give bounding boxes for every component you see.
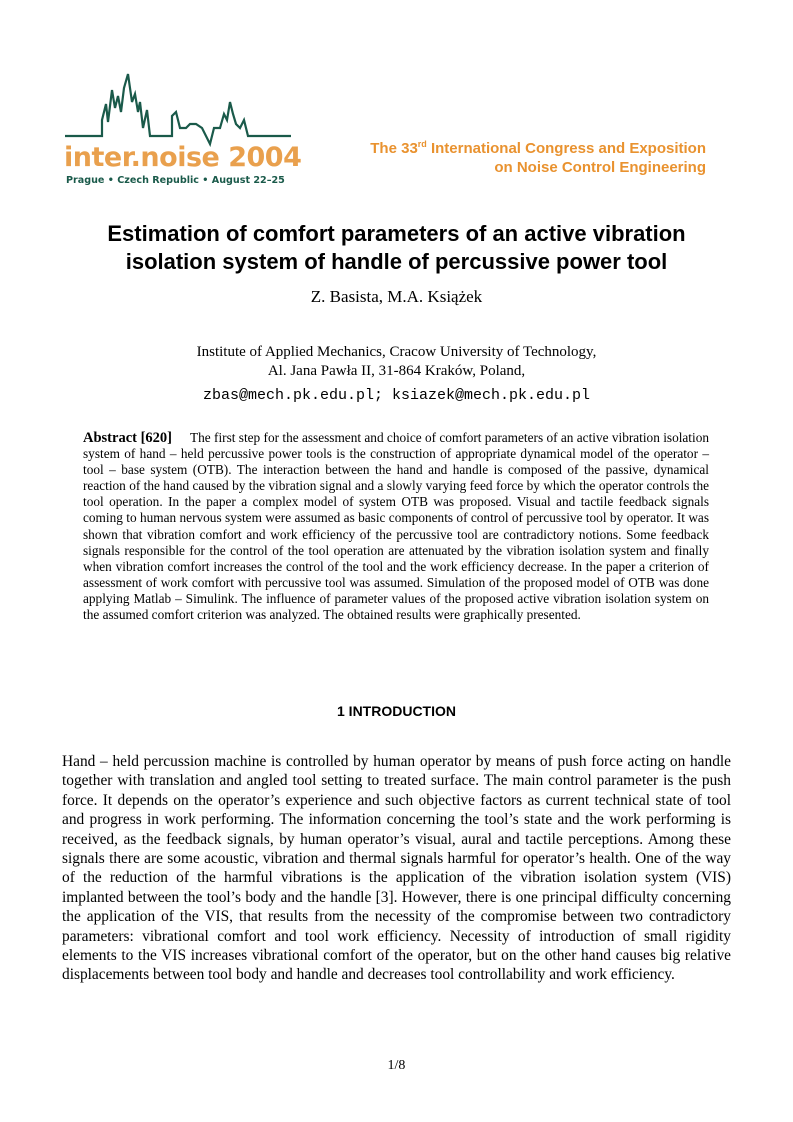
title-line-2: isolation system of handle of percussive power tool <box>125 249 668 274</box>
abstract-label: Abstract [620] <box>83 430 173 446</box>
introduction-paragraph: Hand – held percussion machine is controlled by human operator by means of push force acting on handle together with translation and angled tool setting to treated surface. The main control parameter is the push force. It depends on the operator’s experience and such objective factors as current technical state of tool and progress in work performing. The information concerning the tool’s state and the work performing is received, as the feedback signals, by human operator’s visual, aural and tactile perceptions. Among these signals there are some acoustic, vibration and thermal signals harmful for operator’s health. One of the way of the reduction of the harmful vibrations is the application of the vibration isolation system (VIS) implanted between the tool’s body and the handle [3]. However, there is one principal difficulty concerning the application of the VIS, that results from the necessity of the compromise between two contradictory parameters: vibrational comfort and tool work efficiency. Necessity of introduction of small rigidity elements to the VIS increases vibrational comfort of the operator, but on the other hand causes big relative displacements between tool body and handle and decreases tool controllability and work efficiency. <box>62 753 731 984</box>
congress-heading <box>306 139 706 177</box>
congress-line-2: on Noise Control Engineering <box>494 159 706 176</box>
affiliation-line-2: Al. Jana Pawła II, 31-864 Kraków, Poland, <box>267 363 526 379</box>
prague-skyline-icon <box>62 72 294 152</box>
affiliation <box>60 343 733 381</box>
congress-line-1: The 33rd International Congress and Exposition <box>370 139 706 157</box>
authors: Z. Basista, M.A. Książek <box>310 287 483 306</box>
author-emails: zbas@mech.pk.edu.pl; ksiazek@mech.pk.edu.pl <box>202 387 591 404</box>
logo-subtitle: Prague • Czech Republic • August 22–25 <box>66 175 285 186</box>
abstract <box>83 430 709 623</box>
section-heading: 1 INTRODUCTION <box>337 703 456 719</box>
paper-title <box>60 220 733 276</box>
page-number: 1/8 <box>387 1058 406 1073</box>
affiliation-line-1: Institute of Applied Mechanics, Cracow University of Technology, <box>196 344 597 360</box>
abstract-text: The first step for the assessment and choice of comfort parameters of an active vibration isolation system of hand – held percussive power tools is the construction of appropriate dynamical model of the operator – tool – base system (OTB). The interaction between the hand and handle is composed of the passive, dynamical reaction of the hand caused by the vibration signal and a slowly varying feed force by which the operator controls the tool operation. In the paper a complex model of system OTB was proposed. Visual and tactile feedback signals coming to human nervous system were assumed as basic components of control of percussive tool by operator. It was shown that vibration comfort and work efficiency of the percussive tool are contradictory notions. Some feedback signals responsible for the control of the tool operation are attenuated by the vibration isolation system and finally when vibration comfort increases the control of the tool and the work efficiency decrease. In the paper a criterion of assessment of work comfort with percussive tool was assumed. Simulation of the proposed model of OTB was done applying Matlab – Simulink. The influence of parameter values of the proposed active vibration isolation system on the assumed comfort criterion was analyzed. The obtained results were graphically presented. <box>83 430 709 623</box>
title-line-1: Estimation of comfort parameters of an active vibration <box>107 221 686 246</box>
conference-logo <box>62 72 302 192</box>
logo-wordmark: inter.noise 2004 <box>64 142 302 173</box>
